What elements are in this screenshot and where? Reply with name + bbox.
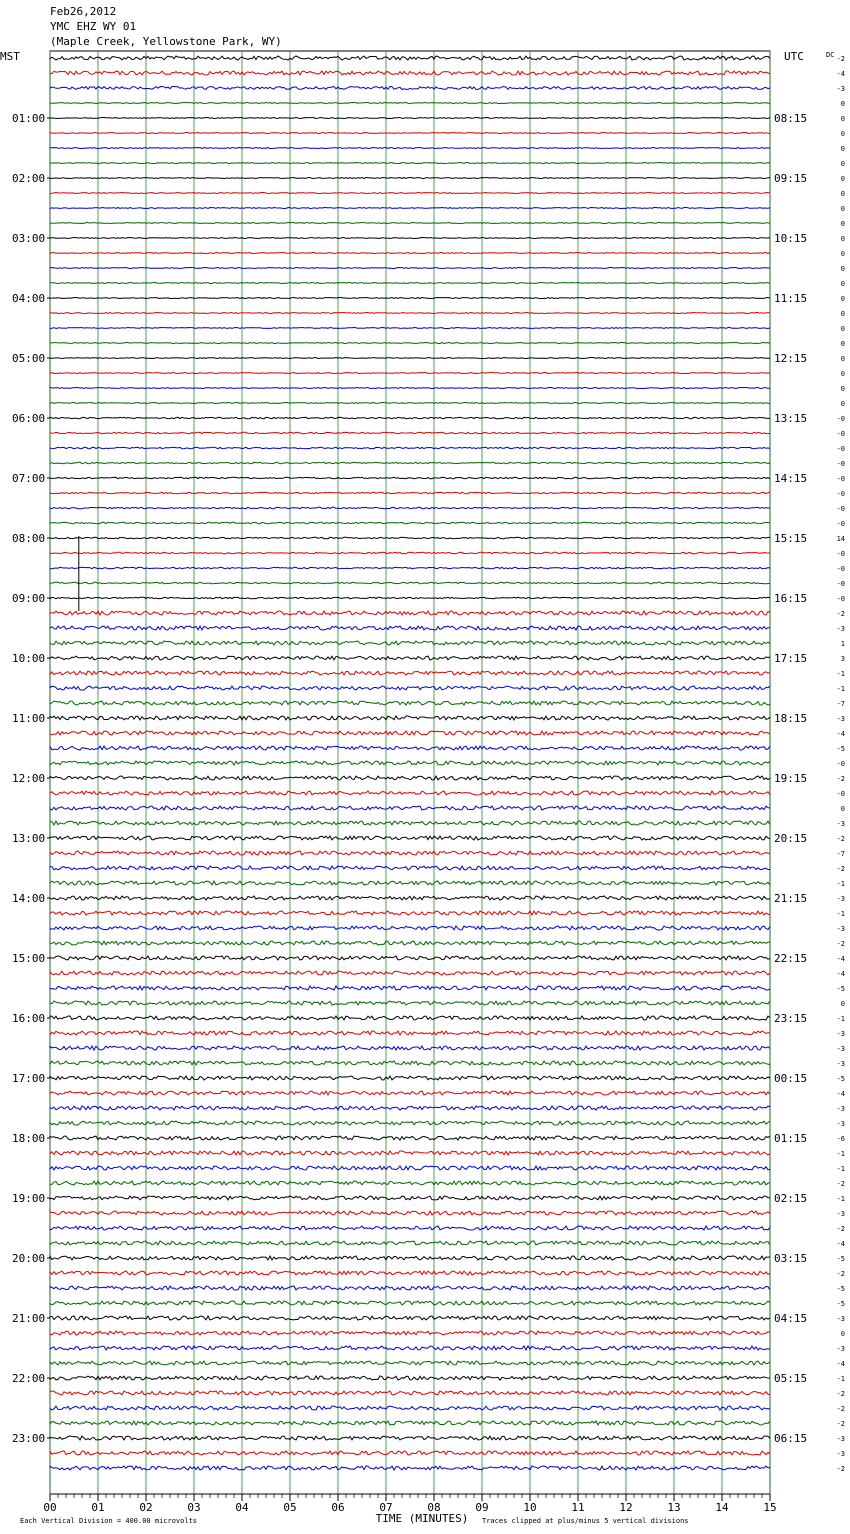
dc-offset-value: -2 xyxy=(836,775,845,783)
seismic-trace xyxy=(50,1466,770,1470)
dc-offset-value: -3 xyxy=(836,625,845,633)
dc-offset-value: -4 xyxy=(836,955,845,963)
seismic-trace xyxy=(50,118,770,119)
seismic-trace xyxy=(50,1361,770,1365)
dc-offset-value: 0 xyxy=(840,1000,845,1008)
dc-offset-value: -4 xyxy=(836,1090,845,1098)
seismic-trace xyxy=(50,1451,770,1455)
dc-offset-value: 0 xyxy=(840,160,845,168)
utc-hour-label: 23:15 xyxy=(774,1012,808,1025)
seismic-trace xyxy=(50,821,770,825)
seismic-trace xyxy=(50,1046,770,1050)
seismic-trace xyxy=(50,373,770,374)
dc-offset-value: -0 xyxy=(836,475,845,483)
seismic-trace xyxy=(50,1196,770,1200)
seismic-trace xyxy=(50,836,770,840)
dc-offset-value: 0 xyxy=(840,130,845,138)
dc-offset-value: -3 xyxy=(836,895,845,903)
utc-hour-label: 20:15 xyxy=(774,832,808,845)
dc-offset-value: -2 xyxy=(836,1420,845,1428)
seismic-trace xyxy=(50,986,770,990)
seismic-trace xyxy=(50,941,770,945)
dc-offset-value: -4 xyxy=(836,1360,845,1368)
dc-offset-value: -2 xyxy=(836,55,845,63)
dc-offset-value: 0 xyxy=(840,805,845,813)
mst-axis-label: MST xyxy=(0,50,20,63)
seismic-trace xyxy=(50,462,770,463)
seismic-trace xyxy=(50,597,770,598)
seismic-trace xyxy=(50,1406,770,1410)
dc-offset-value: -1 xyxy=(836,1375,845,1383)
dc-offset-value: 0 xyxy=(840,295,845,303)
seismic-trace xyxy=(50,881,770,885)
dc-offset-value: -2 xyxy=(836,1390,845,1398)
dc-offset-value: -3 xyxy=(836,820,845,828)
seismic-trace xyxy=(50,1286,770,1290)
seismic-trace xyxy=(50,163,770,164)
seismic-trace xyxy=(50,926,770,930)
seismic-trace xyxy=(50,567,770,568)
utc-hour-label: 09:15 xyxy=(774,172,808,185)
seismic-trace xyxy=(50,896,770,900)
dc-offset-value: -0 xyxy=(836,760,845,768)
dc-offset-value: -2 xyxy=(836,835,845,843)
seismic-trace xyxy=(50,1181,770,1185)
seismic-trace xyxy=(50,1091,770,1095)
dc-offset-value: 0 xyxy=(840,280,845,288)
seismic-trace xyxy=(50,103,770,104)
utc-hour-label: 16:15 xyxy=(774,592,808,605)
dc-offset-value: -5 xyxy=(836,1255,845,1263)
seismic-trace xyxy=(50,148,770,149)
dc-offset-value: 0 xyxy=(840,190,845,198)
dc-offset-value: -5 xyxy=(836,1075,845,1083)
mst-hour-label: 23:00 xyxy=(12,1432,46,1445)
dc-offset-value: -0 xyxy=(836,580,845,588)
seismic-trace xyxy=(50,313,770,314)
dc-offset-value: 0 xyxy=(840,310,845,318)
footer-scale-note: Each Vertical Division = 400.00 microvolts xyxy=(20,1517,198,1525)
x-tick-label: 09 xyxy=(475,1501,489,1514)
mst-hour-label: 11:00 xyxy=(12,712,46,725)
dc-offset-value: -4 xyxy=(836,730,845,738)
mst-hour-label: 06:00 xyxy=(12,412,46,425)
utc-hour-label: 05:15 xyxy=(774,1372,808,1385)
dc-offset-value: -3 xyxy=(836,1210,845,1218)
dc-offset-value: 14 xyxy=(836,535,845,543)
seismic-trace xyxy=(50,343,770,344)
x-tick-label: 11 xyxy=(571,1501,585,1514)
station-location: (Maple Creek, Yellowstone Park, WY) xyxy=(50,35,282,48)
seismic-trace xyxy=(50,626,770,630)
dc-offset-value: -0 xyxy=(836,415,845,423)
seismic-trace xyxy=(50,611,770,615)
x-tick-label: 07 xyxy=(379,1501,393,1514)
dc-offset-value: -1 xyxy=(836,685,845,693)
seismic-trace xyxy=(50,1376,770,1380)
x-axis-title: TIME (MINUTES) xyxy=(375,1512,469,1525)
dc-offset-value: -3 xyxy=(836,85,845,93)
mst-hour-label: 10:00 xyxy=(12,652,46,665)
dc-offset-value: -0 xyxy=(836,565,845,573)
dc-offset-value: -5 xyxy=(836,1285,845,1293)
mst-hour-label: 05:00 xyxy=(12,352,46,365)
seismic-trace xyxy=(50,1136,770,1140)
label-group xyxy=(12,55,845,1514)
seismic-trace xyxy=(50,851,770,855)
dc-offset-value: -0 xyxy=(836,595,845,603)
utc-hour-label: 11:15 xyxy=(774,292,808,305)
dc-offset-value: -0 xyxy=(836,490,845,498)
seismic-trace xyxy=(50,1301,770,1305)
seismic-trace xyxy=(50,1211,770,1215)
seismic-trace xyxy=(50,1241,770,1245)
utc-axis-label: UTC xyxy=(784,50,804,63)
seismic-trace xyxy=(50,238,770,239)
seismic-trace xyxy=(50,746,770,750)
utc-hour-label: 17:15 xyxy=(774,652,808,665)
seismic-trace xyxy=(50,193,770,194)
mst-hour-label: 14:00 xyxy=(12,892,46,905)
mst-hour-label: 15:00 xyxy=(12,952,46,965)
dc-offset-value: -4 xyxy=(836,1240,845,1248)
x-tick-label: 01 xyxy=(91,1501,105,1514)
seismic-trace xyxy=(50,686,770,690)
x-tick-label: 02 xyxy=(139,1501,153,1514)
seismic-trace xyxy=(50,537,770,538)
helicorder-date: Feb26,2012 xyxy=(50,5,117,18)
trace-group xyxy=(50,56,770,1470)
dc-offset-value: 1 xyxy=(840,640,845,648)
seismic-trace xyxy=(50,133,770,134)
dc-offset-value: -3 xyxy=(836,1030,845,1038)
mst-hour-label: 21:00 xyxy=(12,1312,46,1325)
seismic-trace xyxy=(50,866,770,870)
dc-offset-value: 0 xyxy=(840,385,845,393)
dc-offset-value: 0 xyxy=(840,205,845,213)
seismic-trace xyxy=(50,1076,770,1080)
seismic-trace xyxy=(50,1256,770,1260)
dc-offset-value: -2 xyxy=(836,1270,845,1278)
x-tick-label: 08 xyxy=(427,1501,441,1514)
utc-hour-label: 21:15 xyxy=(774,892,808,905)
seismic-trace xyxy=(50,1421,770,1425)
dc-offset-value: -5 xyxy=(836,985,845,993)
dc-offset-value: 0 xyxy=(840,235,845,243)
mst-hour-label: 07:00 xyxy=(12,472,46,485)
dc-offset-value: -3 xyxy=(836,1045,845,1053)
dc-offset-value: -0 xyxy=(836,790,845,798)
utc-hour-label: 15:15 xyxy=(774,532,808,545)
mst-hour-label: 17:00 xyxy=(12,1072,46,1085)
seismic-trace xyxy=(50,1436,770,1440)
dc-offset-value: -3 xyxy=(836,1435,845,1443)
seismic-trace xyxy=(50,268,770,269)
dc-offset-value: 0 xyxy=(840,115,845,123)
seismic-trace xyxy=(50,791,770,795)
dc-offset-value: -7 xyxy=(836,850,845,858)
dc-offset-value: 0 xyxy=(840,100,845,108)
seismic-trace xyxy=(50,1121,770,1125)
seismic-trace xyxy=(50,1166,770,1170)
seismic-trace xyxy=(50,701,770,705)
mst-hour-label: 16:00 xyxy=(12,1012,46,1025)
dc-offset-value: -1 xyxy=(836,880,845,888)
utc-hour-label: 00:15 xyxy=(774,1072,808,1085)
mst-hour-label: 02:00 xyxy=(12,172,46,185)
seismic-trace xyxy=(50,971,770,975)
x-tick-label: 10 xyxy=(523,1501,537,1514)
utc-hour-label: 12:15 xyxy=(774,352,808,365)
seismic-trace xyxy=(50,253,770,254)
dc-offset-value: -4 xyxy=(836,70,845,78)
dc-offset-value: -2 xyxy=(836,1225,845,1233)
seismic-trace xyxy=(50,1226,770,1230)
seismic-trace xyxy=(50,1391,770,1395)
x-tick-label: 05 xyxy=(283,1501,297,1514)
seismic-trace xyxy=(50,1001,770,1005)
dc-offset-value: -0 xyxy=(836,460,845,468)
seismic-trace xyxy=(50,552,770,553)
seismic-trace xyxy=(50,1031,770,1035)
seismic-trace xyxy=(50,582,770,583)
mst-hour-label: 01:00 xyxy=(12,112,46,125)
seismic-trace xyxy=(50,71,770,75)
dc-label: DC xyxy=(826,51,835,59)
dc-offset-value: 0 xyxy=(840,400,845,408)
seismic-trace xyxy=(50,477,770,478)
seismic-trace xyxy=(50,403,770,404)
dc-offset-value: -1 xyxy=(836,670,845,678)
dc-offset-value: -2 xyxy=(836,940,845,948)
dc-offset-value: 0 xyxy=(840,325,845,333)
dc-offset-value: -2 xyxy=(836,865,845,873)
x-tick-label: 06 xyxy=(331,1501,345,1514)
dc-offset-value: -0 xyxy=(836,550,845,558)
seismic-trace xyxy=(50,1271,770,1275)
footer-clip-note: Traces clipped at plus/minus 5 vertical divisions xyxy=(482,1517,689,1525)
seismic-trace xyxy=(50,447,770,448)
dc-offset-value: 0 xyxy=(840,355,845,363)
utc-hour-label: 22:15 xyxy=(774,952,808,965)
dc-offset-value: -0 xyxy=(836,430,845,438)
seismic-trace xyxy=(50,776,770,780)
dc-offset-value: -2 xyxy=(836,1180,845,1188)
seismic-trace xyxy=(50,911,770,915)
station-code: YMC EHZ WY 01 xyxy=(50,20,137,33)
utc-hour-label: 14:15 xyxy=(774,472,808,485)
mst-hour-label: 09:00 xyxy=(12,592,46,605)
dc-offset-value: -3 xyxy=(836,1345,845,1353)
dc-offset-value: -3 xyxy=(836,1105,845,1113)
dc-offset-value: 0 xyxy=(840,340,845,348)
x-tick-label: 00 xyxy=(43,1501,57,1514)
seismic-trace xyxy=(50,283,770,284)
dc-offset-value: -1 xyxy=(836,1195,845,1203)
dc-offset-value: -3 xyxy=(836,1120,845,1128)
utc-hour-label: 10:15 xyxy=(774,232,808,245)
seismic-trace xyxy=(50,208,770,209)
seismic-trace xyxy=(50,223,770,224)
dc-offset-value: -4 xyxy=(836,970,845,978)
dc-offset-value: 0 xyxy=(840,265,845,273)
dc-offset-value: -0 xyxy=(836,445,845,453)
dc-offset-value: -2 xyxy=(836,610,845,618)
dc-offset-value: 3 xyxy=(840,655,845,663)
seismic-trace xyxy=(50,716,770,720)
dc-offset-value: -2 xyxy=(836,1405,845,1413)
mst-hour-label: 08:00 xyxy=(12,532,46,545)
dc-offset-value: 0 xyxy=(840,220,845,228)
dc-offset-value: -0 xyxy=(836,520,845,528)
seismic-trace xyxy=(50,507,770,508)
seismic-trace xyxy=(50,761,770,765)
utc-hour-label: 19:15 xyxy=(774,772,808,785)
seismic-trace xyxy=(50,671,770,675)
utc-hour-label: 04:15 xyxy=(774,1312,808,1325)
seismic-trace xyxy=(50,731,770,735)
seismic-trace xyxy=(50,956,770,960)
utc-hour-label: 08:15 xyxy=(774,112,808,125)
utc-hour-label: 18:15 xyxy=(774,712,808,725)
seismic-trace xyxy=(50,1346,770,1350)
mst-hour-label: 04:00 xyxy=(12,292,46,305)
dc-offset-value: -2 xyxy=(836,1465,845,1473)
dc-offset-value: -1 xyxy=(836,1150,845,1158)
seismic-trace xyxy=(50,178,770,179)
seismic-trace xyxy=(50,641,770,645)
dc-offset-value: -1 xyxy=(836,910,845,918)
dc-offset-value: -3 xyxy=(836,925,845,933)
dc-offset-value: 0 xyxy=(840,175,845,183)
mst-hour-label: 20:00 xyxy=(12,1252,46,1265)
dc-offset-value: 0 xyxy=(840,1330,845,1338)
dc-offset-value: -3 xyxy=(836,1060,845,1068)
seismic-trace xyxy=(50,522,770,523)
dc-offset-value: -1 xyxy=(836,1015,845,1023)
utc-hour-label: 02:15 xyxy=(774,1192,808,1205)
seismic-trace xyxy=(50,388,770,389)
mst-hour-label: 03:00 xyxy=(12,232,46,245)
seismic-trace xyxy=(50,358,770,359)
seismic-trace xyxy=(50,328,770,329)
dc-offset-value: -7 xyxy=(836,700,845,708)
dc-offset-value: -3 xyxy=(836,715,845,723)
x-tick-label: 04 xyxy=(235,1501,249,1514)
dc-offset-value: 0 xyxy=(840,370,845,378)
dc-offset-value: -3 xyxy=(836,1315,845,1323)
x-tick-label: 15 xyxy=(763,1501,777,1514)
utc-hour-label: 01:15 xyxy=(774,1132,808,1145)
utc-hour-label: 13:15 xyxy=(774,412,808,425)
seismic-trace xyxy=(50,417,770,418)
seismic-trace xyxy=(50,806,770,810)
seismic-trace xyxy=(50,1061,770,1065)
dc-offset-value: 0 xyxy=(840,145,845,153)
seismic-trace xyxy=(50,298,770,299)
x-tick-label: 03 xyxy=(187,1501,201,1514)
dc-offset-value: -3 xyxy=(836,1450,845,1458)
x-tick-label: 12 xyxy=(619,1501,633,1514)
mst-hour-label: 18:00 xyxy=(12,1132,46,1145)
dc-offset-value: -1 xyxy=(836,1165,845,1173)
dc-offset-value: -5 xyxy=(836,745,845,753)
seismic-trace xyxy=(50,432,770,433)
seismic-trace xyxy=(50,1331,770,1335)
utc-hour-label: 06:15 xyxy=(774,1432,808,1445)
seismic-trace xyxy=(50,656,770,660)
seismic-trace xyxy=(50,1016,770,1020)
x-tick-label: 13 xyxy=(667,1501,681,1514)
mst-hour-label: 12:00 xyxy=(12,772,46,785)
dc-offset-value: -0 xyxy=(836,505,845,513)
seismic-trace xyxy=(50,1106,770,1110)
seismic-trace xyxy=(50,1316,770,1320)
seismic-trace xyxy=(50,87,770,90)
seismic-trace xyxy=(50,56,770,60)
mst-hour-label: 22:00 xyxy=(12,1372,46,1385)
mst-hour-label: 13:00 xyxy=(12,832,46,845)
dc-offset-value: 0 xyxy=(840,250,845,258)
seismic-trace xyxy=(50,1151,770,1155)
utc-hour-label: 03:15 xyxy=(774,1252,808,1265)
dc-offset-value: -5 xyxy=(836,1300,845,1308)
mst-hour-label: 19:00 xyxy=(12,1192,46,1205)
dc-offset-value: -6 xyxy=(836,1135,845,1143)
x-tick-label: 14 xyxy=(715,1501,729,1514)
seismic-trace xyxy=(50,492,770,493)
